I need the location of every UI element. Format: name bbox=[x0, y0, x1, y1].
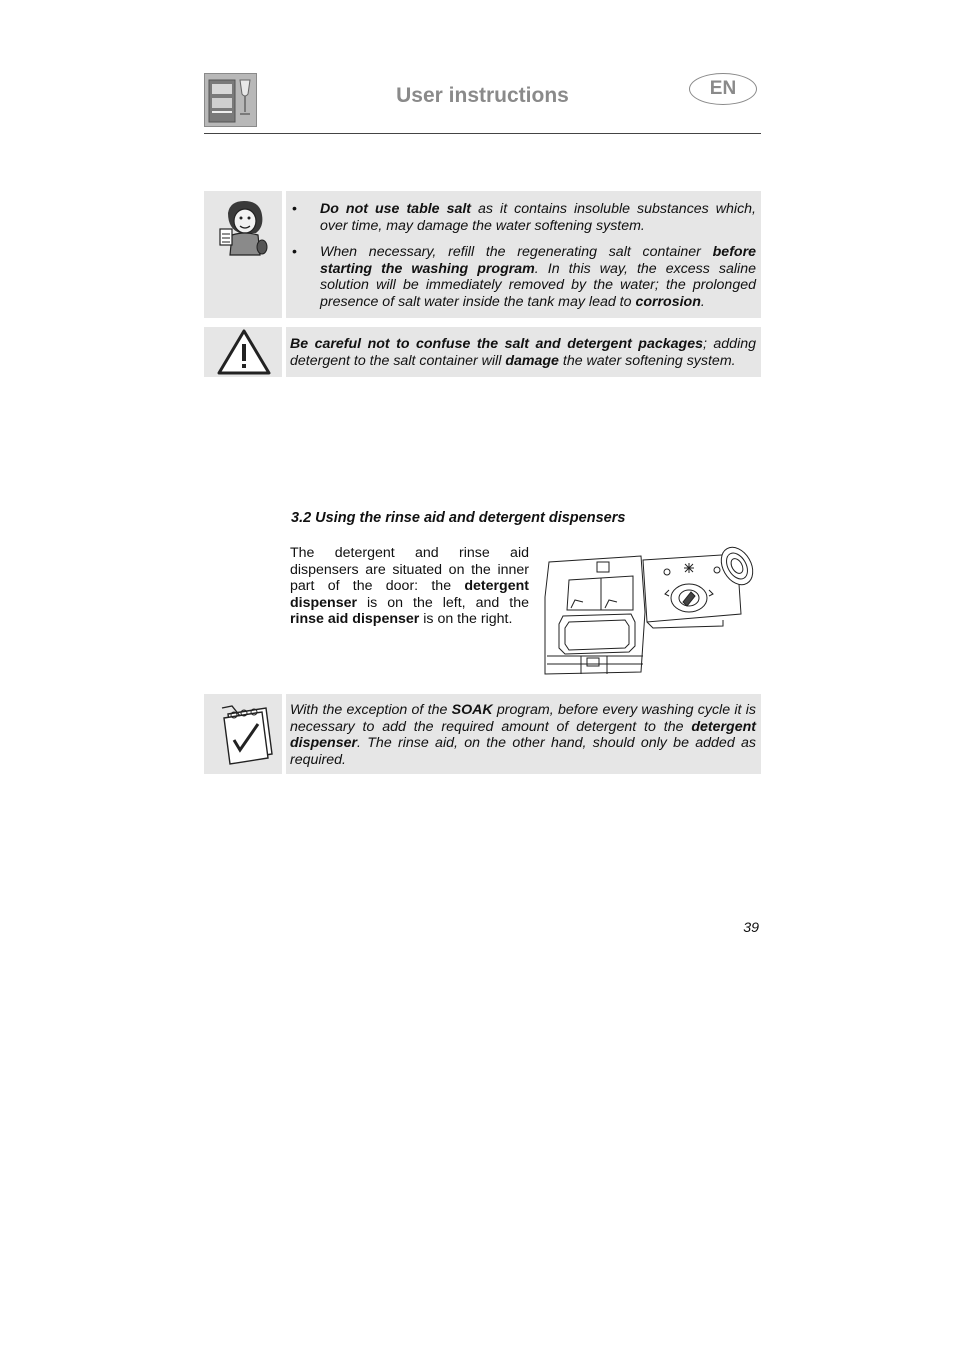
list-item: • Do not use table salt as it contains insoluble substances which, over time, may damage the water softening system. bbox=[290, 201, 756, 234]
section-title: 3.2 Using the rinse aid and detergent dispensers bbox=[291, 510, 626, 526]
note1-text-cell bbox=[286, 191, 761, 318]
warning-text-cell: Be careful not to confuse the salt and detergent packages; adding detergent to the salt container will damage the water softening system. bbox=[286, 327, 761, 377]
technician-icon bbox=[204, 191, 282, 318]
note1-icon-cell bbox=[204, 191, 282, 318]
warning-icon-cell bbox=[204, 327, 282, 377]
page-title: User instructions bbox=[396, 84, 569, 107]
language-badge: EN bbox=[689, 73, 757, 105]
section-body: The detergent and rinse aid dispensers are situated on the inner part of the door: the detergent dispenser is on the left, and the rinse aid dispenser is on the right. bbox=[290, 545, 529, 628]
note2-icon-cell bbox=[204, 694, 282, 774]
dishwasher-logo-icon bbox=[204, 73, 257, 127]
dispenser-illustration bbox=[541, 542, 761, 678]
page-number: 39 bbox=[743, 920, 759, 936]
note2-text-cell: With the exception of the SOAK program, before every washing cycle it is necessary to add the required amount of detergent to the detergent dispenser. The rinse aid, on the other hand, should only be added as required. bbox=[286, 694, 761, 774]
note1-list bbox=[290, 201, 756, 311]
warning-triangle-icon bbox=[204, 327, 282, 377]
notepad-check-icon bbox=[204, 694, 282, 774]
list-item: • When necessary, refill the regenerating salt container before starting the washing program. In this way, the excess saline solution will be immediately removed by the water; the prolonged presence of salt water inside the tank may lead to corrosion. bbox=[290, 244, 756, 310]
header-divider bbox=[204, 133, 761, 134]
